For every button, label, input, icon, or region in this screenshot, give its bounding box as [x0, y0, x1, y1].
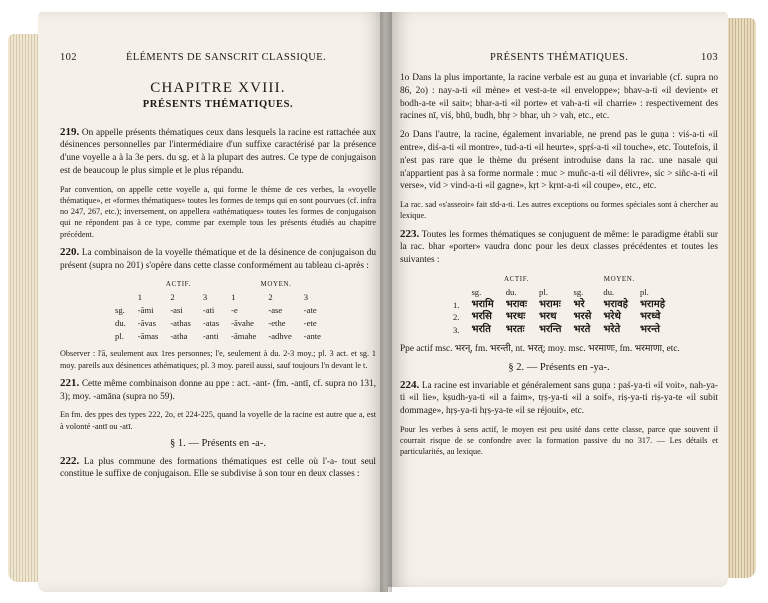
table-cell: भरामहे: [640, 298, 665, 310]
table-col-label: 1: [231, 292, 236, 303]
note-220: Observer : l'ā, seulement aux 1res personnes; l'e, seulement à du. 2-3 moy.; pl. 3 act. et sg. 1 moy. pareils aux désinences athématiques; pl. 3 moy. pareil aussi, sauf toujours l'n devant le t.: [60, 349, 376, 370]
paradigm-table: [447, 273, 671, 337]
table-row: [109, 317, 327, 330]
table-cell: भरथः: [505, 311, 526, 323]
table-cell: -āmas: [137, 330, 159, 341]
ending-table: [109, 278, 327, 342]
participle-line: Ppe actif msc. भरन्, fm. भरन्ती, nt. भरत्; moy. msc. भरमाणः, fm. भरमाणा, etc.: [400, 343, 680, 354]
table-cell: -asi: [170, 304, 183, 315]
table-cell: भरामः: [539, 298, 561, 310]
table-col-label: 2: [170, 292, 175, 303]
table-col-label: du.: [603, 286, 615, 297]
paragraph-219: [60, 126, 376, 178]
book-gutter: [380, 12, 392, 592]
paragraph-number: 219.: [60, 125, 80, 138]
table-cell: भरथ: [539, 311, 557, 323]
right-page: [386, 12, 728, 587]
table-col-label: pl.: [640, 286, 649, 297]
table-cell: -āmi: [137, 304, 154, 315]
note-221: En fm. des ppes des types 222, 2o, et 224-225, quand la voyelle de la racine est autre que a, est à volonté -antī ou -atī.: [60, 410, 376, 431]
running-head: PRÉSENTS THÉMATIQUES.: [490, 52, 629, 63]
table-cell: 2.: [452, 312, 460, 323]
table-cell: -adhve: [268, 330, 292, 341]
table-cell: -āmahe: [231, 330, 257, 341]
table-col-label: 3: [202, 292, 208, 303]
paragraph-220: [60, 246, 376, 273]
table-col-label: du.: [505, 286, 517, 297]
table-cell: -ethe: [268, 317, 286, 328]
paragraph-number: 221.: [60, 376, 80, 389]
paragraph-text: Toutes les formes thématiques se conjuguent de même: le paradigme établi sur la rac. bhar «porter» vaudra donc pour les deux classes précédentes et toutes les suivantes :: [400, 229, 719, 266]
paragraph-number: 223.: [400, 227, 420, 240]
paragraph-text: On appelle présents thématiques ceux dans lesquels la racine est rattachée aux désinences personnelles par l'intermédiaire d'un suffixe caractérisé par la présence d'une voyelle a à la 3e pers. du sg. et à la plupart des autres. Ce type de conjugaison est de beaucoup le plus simple et le plus répandu.: [60, 127, 376, 176]
table-header-middle: MOYEN.: [260, 280, 292, 289]
chapter-title: CHAPITRE XVIII.: [150, 80, 286, 96]
table-cell: 3.: [452, 325, 460, 336]
table-cell: 1.: [452, 299, 460, 310]
table-cell: भरावः: [505, 298, 528, 310]
note-224: Pour les verbes à sens actif, le moyen est peu usité dans cette classe, parce que souvent il courrait risque de se confondre avec la formation passive du no 317. — Les détails et particularités, au lexique.: [400, 424, 718, 457]
paragraph-223: [400, 228, 718, 267]
table-row: [109, 304, 327, 317]
paragraph-text: La plus commune des formations thématiques est celle où l'-a- tout seul constitue le suffixe de conjugaison. Elle se subdivise à son tour en deux classes :: [60, 456, 376, 480]
paragraph-222: [60, 455, 376, 482]
paragraph-number: 222.: [60, 454, 80, 467]
table-cell: भरामि: [471, 298, 494, 310]
table-row: [109, 330, 327, 343]
note-sad: La rac. sad «s'asseoir» fait sīd-a-ti. Les autres exceptions ou formes spéciales sont à chercher au lexique.: [400, 200, 718, 221]
paragraph-text: Cette même combinaison donne au ppe : act. -ant- (fm. -antī, cf. supra no 131, 3); moy. -amāna (supra no 59).: [60, 378, 376, 402]
page-number: 102: [60, 52, 77, 63]
table-cell: -ante: [303, 330, 321, 341]
note-219: Par convention, on appelle cette voyelle a, qui forme le thème de ces verbes, la «voyelle thématique», et «formes thématiques» toutes les formes de temps qui en sont pourvues (cf. infra no 247, 267, etc.); inversement, on appellera «athématiques» toutes les formes de conjugaison qui ne répondent pas à ce type, comme par exemple tous les présents étudiés au chapitre précédent.: [60, 184, 376, 239]
table-cell: -e: [231, 304, 238, 315]
left-text-block: [60, 52, 376, 487]
section-heading: § 2. — Présents en -ya-.: [508, 361, 610, 373]
table-cell: भरन्ते: [640, 324, 660, 336]
running-head: ÉLÉMENTS DE SANSCRIT CLASSIQUE.: [125, 52, 327, 63]
table-row: [447, 299, 671, 312]
table-cell: भरेथे: [603, 311, 621, 323]
open-book: [8, 12, 756, 592]
table-cell: -āvahe: [231, 317, 254, 328]
table-cell: -athas: [170, 317, 191, 328]
table-col-label: 1: [137, 292, 143, 303]
table-cell: भरे: [573, 298, 585, 310]
paragraph-2: 2o Dans l'autre, la racine, également invariable, ne prend pas le guṇa : viś-a-ti «il entre», diś-a-ti «il montre», tud-a-ti «il heurte», spṛś-a-ti «il touche», etc. Toutefois, il n'est pas rare que le thème du présent introduise dans la rac. une nasale qui n'appartient pas à sa forme normale : muc > muñc-a-ti «il délivre», sic > siñc-a-ti «il verse», vid > vind-a-ti «il gagne», kṛt > kṛnt-a-ti «il coupe», etc., etc.: [400, 130, 718, 192]
table-col-label: 2: [268, 292, 273, 303]
running-header: [400, 52, 718, 63]
table-cell: pl.: [115, 330, 124, 341]
table-cell: भरते: [573, 324, 591, 336]
table-header-active: ACTIF.: [165, 280, 191, 289]
table-cell: -ate: [303, 304, 317, 315]
paragraph-number: 220.: [60, 245, 80, 258]
table-header-middle: MOYEN.: [603, 274, 635, 283]
table-cell: भरेते: [603, 324, 621, 336]
table-cell: भरसे: [573, 311, 592, 323]
paragraph-1: 1o Dans la plus importante, la racine verbale est au guṇa et invariable (cf. supra no 86, 2o) : nay-a-ti «il mène» et vest-a-te «il enveloppe»; bhav-a-ti «il devient» et bodh-a-te «il sait»; bhar-a-ti «il porte» et vah-a-ti «il charrie» : respectivement des racines nī, viś, bhū, budh, bhṛ > bhar, uh > vah, etc., etc.: [400, 73, 718, 122]
table-cell: -ati: [202, 304, 215, 315]
table-col-label: sg.: [471, 286, 482, 297]
table-cell: भरध्वे: [640, 311, 661, 323]
table-header-active: ACTIF.: [503, 274, 529, 283]
table-cell: du.: [115, 317, 126, 328]
chapter-subtitle: PRÉSENTS THÉMATIQUES.: [142, 98, 294, 110]
paragraph-221: [60, 377, 376, 404]
table-cell: sg.: [115, 304, 125, 315]
table-cell: -anti: [202, 330, 219, 341]
table-col-label: sg.: [573, 286, 584, 297]
table-cell: -atha: [170, 330, 188, 341]
paragraph-224: [400, 379, 718, 418]
table-cell: भरन्ति: [539, 324, 562, 336]
table-row: [447, 324, 671, 337]
page-number: 103: [701, 52, 718, 63]
table-cell: -ase: [268, 304, 283, 315]
table-cell: -āvas: [137, 317, 156, 328]
table-cell: -atas: [202, 317, 220, 328]
table-col-label: 3: [303, 292, 309, 303]
table-cell: भरसि: [471, 311, 492, 323]
right-text-block: [400, 72, 718, 464]
table-col-label: pl.: [539, 286, 548, 297]
table-cell: भरतः: [505, 324, 525, 336]
section-heading: § 1. — Présents en -a-.: [170, 437, 266, 449]
table-cell: भरावहे: [603, 298, 628, 310]
paragraph-number: 224.: [400, 378, 420, 391]
table-row: [447, 311, 671, 324]
paragraph-text: La racine est invariable et généralement sans guṇa : paś-ya-ti «il voit», nah-ya-ti «il lie», kṣudh-ya-ti «il a faim», tṛṣ-ya-ti «il a soif», riṣ-ya-ti riṣ-ya-te «il subit dommage», hṛṣ-ya-ti hṛṣ-ya-te «il se réjouit», etc.: [400, 380, 719, 417]
table-cell: भरति: [471, 324, 491, 336]
left-page: [38, 12, 388, 592]
paragraph-text: La combinaison de la voyelle thématique et de la désinence de conjugaison du présent (supra no 201) s'opère dans cette classe conformément au tableau ci-après :: [60, 247, 376, 271]
table-cell: -ete: [303, 317, 317, 328]
